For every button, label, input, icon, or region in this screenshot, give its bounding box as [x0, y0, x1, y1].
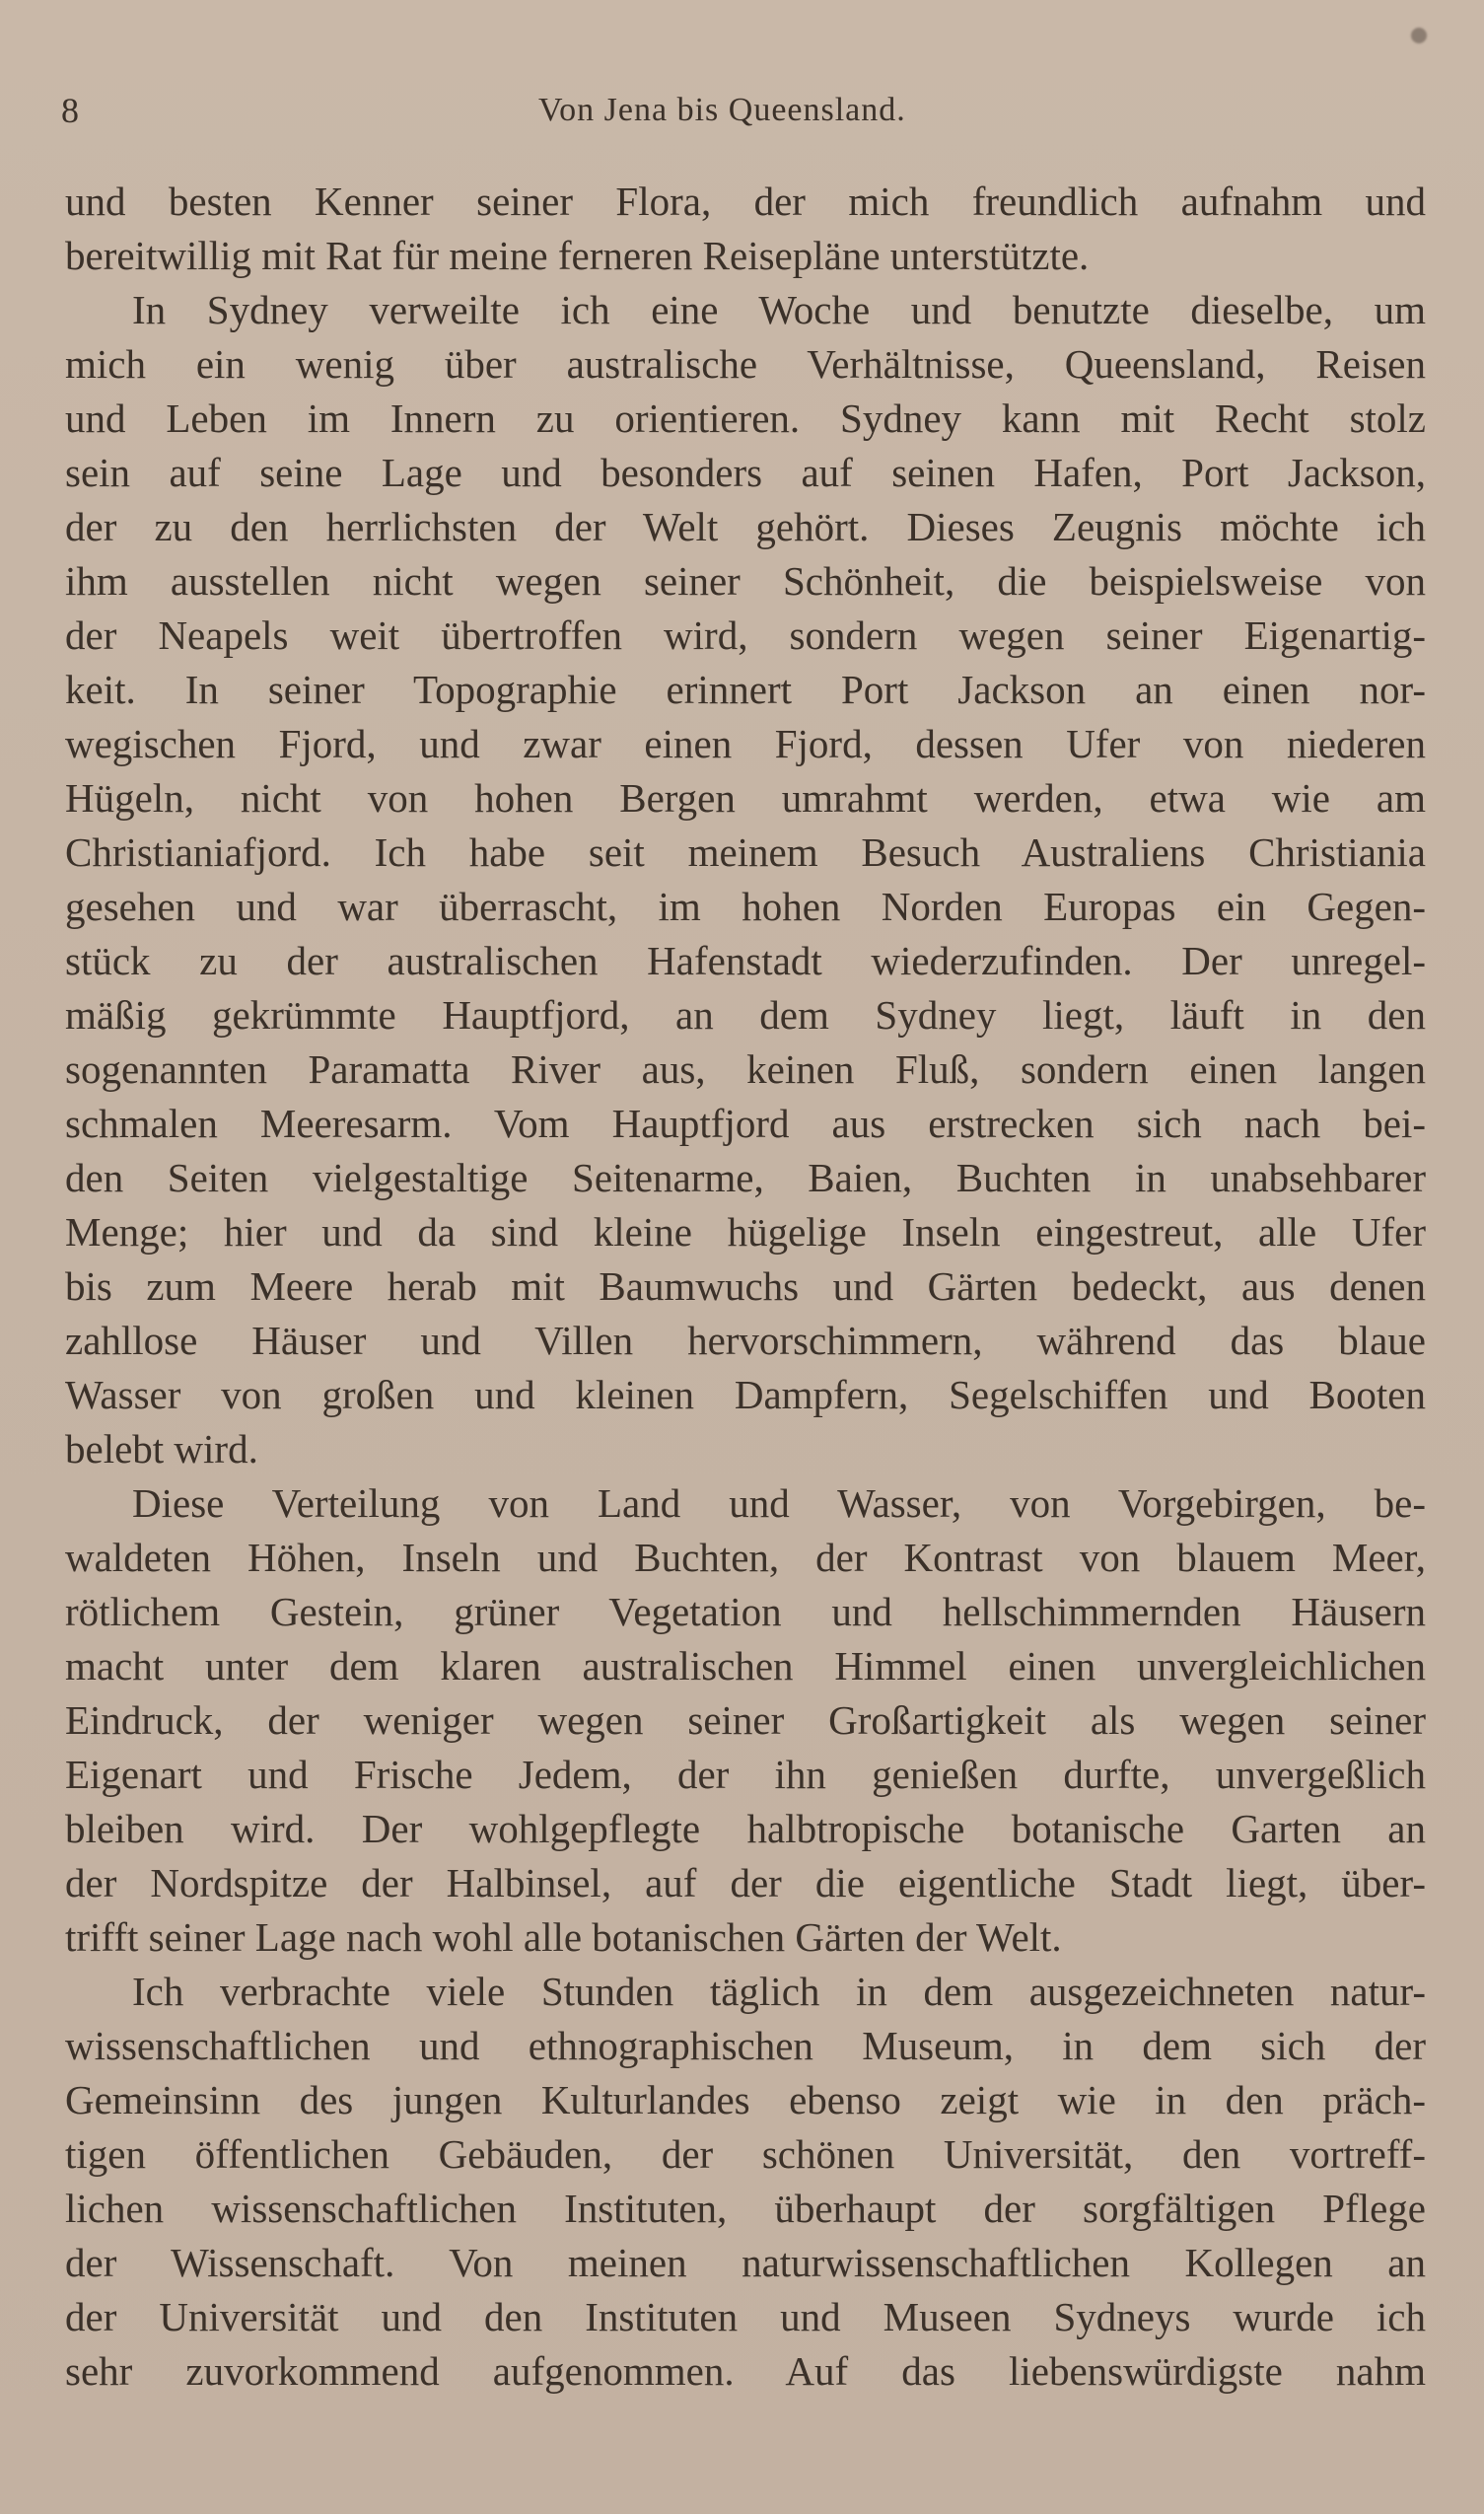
text-line: keit. In seiner Topographie erinnert Port Jackson an einen nor- — [65, 667, 1426, 712]
page-number: 8 — [61, 91, 79, 130]
text-line: der Universität und den Instituten und Museen Sydneys wurde ich — [65, 2294, 1426, 2339]
text-line: Hügeln, nicht von hohen Bergen umrahmt werden, etwa wie am — [65, 775, 1426, 821]
text-line: Eindruck, der weniger wegen seiner Großartigkeit als wegen seiner — [65, 1697, 1426, 1743]
text-line: der Neapels weit übertroffen wird, sondern wegen seiner Eigenartig- — [65, 612, 1426, 658]
text-line: lichen wissenschaftlichen Instituten, überhaupt der sorgfältigen Pflege — [65, 2186, 1426, 2231]
text-line: der Wissenschaft. Von meinen naturwissenschaftlichen Kollegen an — [65, 2240, 1426, 2285]
text-line: der Nordspitze der Halbinsel, auf der die eigentliche Stadt liegt, über- — [65, 1860, 1426, 1905]
text-line: Wasser von großen und kleinen Dampfern, Segelschiffen und Booten — [65, 1372, 1426, 1417]
text-line: trifft seiner Lage nach wohl alle botanischen Gärten der Welt. — [65, 1914, 1062, 1960]
running-title: Von Jena bis Queensland. — [538, 92, 906, 128]
text-line: und Leben im Innern zu orientieren. Sydney kann mit Recht stolz — [65, 395, 1426, 441]
text-line: Diese Verteilung von Land und Wasser, von Vorgebirgen, be- — [132, 1480, 1426, 1526]
text-line: belebt wird. — [65, 1426, 258, 1472]
text-line: In Sydney verweilte ich eine Woche und benutzte dieselbe, um — [132, 287, 1426, 332]
text-line: wegischen Fjord, und zwar einen Fjord, dessen Ufer von niederen — [65, 721, 1426, 766]
text-line: waldeten Höhen, Inseln und Buchten, der Kontrast von blauem Meer, — [65, 1535, 1426, 1580]
text-line: Gemeinsinn des jungen Kulturlandes ebenso zeigt wie in den präch- — [65, 2077, 1426, 2122]
text-line: ihm ausstellen nicht wegen seiner Schönheit, die beispielsweise von — [65, 558, 1426, 604]
text-line: Menge; hier und da sind kleine hügelige Inseln eingestreut, alle Ufer — [65, 1209, 1426, 1255]
text-line: bereitwillig mit Rat für meine ferneren Reisepläne unterstützte. — [65, 233, 1090, 278]
body-text — [65, 175, 1426, 2399]
text-line: wissenschaftlichen und ethnographischen Museum, in dem sich der — [65, 2023, 1426, 2068]
text-line: stück zu der australischen Hafenstadt wiederzufinden. Der unregel- — [65, 938, 1426, 983]
text-line: tigen öffentlichen Gebäuden, der schönen Universität, den vortreff- — [65, 2131, 1426, 2177]
text-line: sogenannten Paramatta River aus, keinen Fluß, sondern einen langen — [65, 1046, 1426, 1092]
text-line: Christianiafjord. Ich habe seit meinem Besuch Australiens Christiania — [65, 829, 1426, 875]
text-line: macht unter dem klaren australischen Himmel einen unvergleichlichen — [65, 1643, 1426, 1688]
text-line: Eigenart und Frische Jedem, der ihn genießen durfte, unvergeßlich — [65, 1752, 1426, 1797]
text-line: mäßig gekrümmte Hauptfjord, an dem Sydney liegt, läuft in den — [65, 992, 1426, 1038]
text-line: und besten Kenner seiner Flora, der mich freundlich aufnahm und — [65, 179, 1426, 224]
ink-speck — [1411, 28, 1427, 43]
text-line: zahllose Häuser und Villen hervorschimmern, während das blaue — [65, 1318, 1426, 1363]
text-line: sein auf seine Lage und besonders auf seinen Hafen, Port Jackson, — [65, 450, 1426, 495]
text-line: mich ein wenig über australische Verhältnisse, Queensland, Reisen — [65, 341, 1426, 387]
text-line: den Seiten vielgestaltige Seitenarme, Baien, Buchten in unabsehbarer — [65, 1155, 1426, 1200]
text-line: bis zum Meere herab mit Baumwuchs und Gärten bedeckt, aus denen — [65, 1263, 1426, 1309]
text-line: der zu den herrlichsten der Welt gehört. Dieses Zeugnis möchte ich — [65, 504, 1426, 549]
text-line: schmalen Meeresarm. Vom Hauptfjord aus erstrecken sich nach bei- — [65, 1101, 1426, 1146]
text-line: gesehen und war überrascht, im hohen Norden Europas ein Gegen- — [65, 884, 1426, 929]
text-line: rötlichem Gestein, grüner Vegetation und hellschimmernden Häusern — [65, 1589, 1426, 1634]
text-line: sehr zuvorkommend aufgenommen. Auf das liebenswürdigste nahm — [65, 2348, 1426, 2394]
text-line: bleiben wird. Der wohlgepflegte halbtropische botanische Garten an — [65, 1806, 1426, 1851]
text-line: Ich verbrachte viele Stunden täglich in dem ausgezeichneten natur- — [132, 1969, 1426, 2014]
running-head — [61, 87, 1432, 134]
